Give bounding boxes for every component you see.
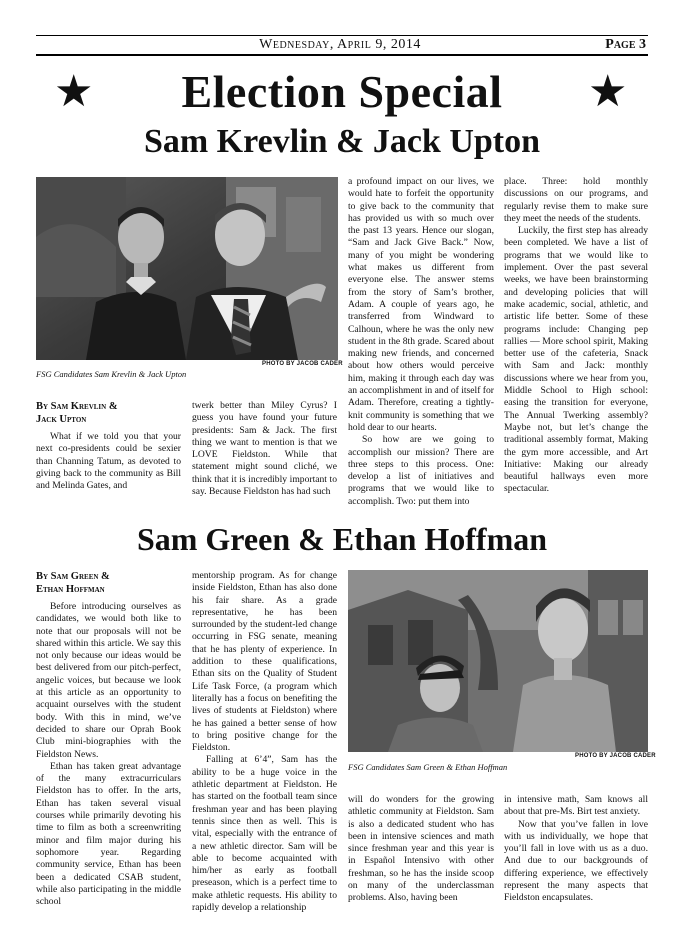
paragraph: Now that you’ve fallen in love with us individually, we hope that you’ll fall in love with us as a duo. And due to our backgrounds of differing experience, we effectively represent the many aspects that Fieldston encapsulates. (504, 818, 648, 904)
star-icon: ★ (588, 67, 628, 116)
article1-column-2 (192, 400, 337, 498)
candidates-photo-krevlin-upton (36, 177, 338, 360)
section-title: Election Special (181, 66, 503, 117)
photo-caption: FSG Candidates Sam Krevlin & Jack Upton (36, 369, 187, 379)
article1-column-4 (504, 176, 648, 496)
paragraph: Luckily, the first step has already been completed. We have a list of programs that we would like to implement. Over the past several weeks, we have been brainstorming and developing policies that will make academic, social, athletic, and artistic life better. Some of these programs include: Changing pep rallies — More school spirit, Making better use of the cafeteria, Snack with Sam and Jack: monthly discussions where we hear from you, Middle School to High school: easing the transition for everyone, The Annual Twerking assembly? Maybe not, but let’s change the traditional assembly format, Making the gym more accessible, and Art Initiative: Making our already beautiful hallways even more spectacular. (504, 225, 648, 495)
paragraph: place. Three: hold monthly discussions on our programs, and regularly revise them to make sure they meet the needs of the students. (504, 176, 648, 224)
page-number: Page 3 (605, 37, 646, 52)
photo-caption: FSG Candidates Sam Green & Ethan Hoffman (348, 762, 508, 772)
article1-headline: Sam Krevlin & Jack Upton (143, 123, 541, 160)
issue-date: Wednesday, April 9, 2014 (259, 37, 421, 52)
paragraph: will do wonders for the growing athletic community at Fieldston. Sam is also a dedicated student who has been in intensive sciences and math since freshman year and this year is in Español Intensivo with other freshman, so he has the inside scoop on many of the underclassman problems. Also, having been (348, 794, 494, 904)
paragraph: mentorship program. As for change inside Fieldston, Ethan has also done his fair share. As a grade representative, he has been surrounded by the student-led change occurring in FSG senate, meaning that he has plenty of experience. In addition to these qualifications, Ethan sits on the Quality of Student Life Task Force, (a program which literally has a focus on benefiting the lives of students at Fieldston) where he has gained a better sense of how to bring positive change for the Fieldston. (192, 570, 337, 754)
candidates-photo-green-hoffman (348, 570, 648, 752)
article2-column-4 (504, 794, 648, 905)
photo-credit: PHOTO BY JACOB CADER (262, 361, 343, 367)
article1-column-1 (36, 400, 181, 492)
star-icon: ★ (54, 67, 94, 116)
paragraph: So how are we going to accomplish our mission? There are three steps to this process. One: develop a list of initiatives and programs that we would like to accomplish. Two: put them into (348, 434, 494, 507)
header-top-rule (36, 35, 648, 36)
photo-credit: PHOTO BY JACOB CADER (575, 753, 656, 759)
header-bottom-rule (36, 54, 648, 56)
article2-column-3 (348, 794, 494, 905)
article1-column-3 (348, 176, 494, 508)
article2-headline: Sam Green & Ethan Hoffman (136, 521, 548, 557)
paragraph: twerk better than Miley Cyrus? I guess you have found your future presidents: Sam & Jack. The first thing we want to mention is that we LOVE Fieldston. While that statement might sound cliché, we think that it is incredibly important to say. Because Fieldston has had such (192, 400, 337, 498)
paragraph: Falling at 6’4”, Sam has the ability to be a huge voice in the athletic department at Fieldston. He has started on the football team since freshman year and has been playing tennis since then as well. This is vital, especially with the entrance of a new athletic director. Sam will be able to become acquainted with him/her as early as football preseason, which is a perfect time to make athletic requests. His ability to rapidly develop a relationship (192, 754, 337, 914)
article2-byline: By Sam Green & Ethan Hoffman (36, 571, 110, 595)
paragraph: Ethan has taken great advantage of the many extracurriculars Fieldston has to offer. In the arts, Ethan has taken several visual courses while primarily devoting his time to film as both a screenwriting minor and film major during his sophomore year. Regarding community service, Ethan has been been a dedicated CSAB student, while also participating in the middle school (36, 760, 181, 908)
article2-column-1 (36, 570, 181, 908)
paragraph: a profound impact on our lives, we would hate to forfeit the opportunity to give back to the community that has provided us with so much over the past 13 years. Hence our slogan, “Sam and Jack Give Back.” Now, many of you might be wondering what makes us different from everyone else. The answer stems from the story of Sam’s brother, Adam. A couple of years ago, he transferred from Windward to Calhoun, where he was the only new student in the 8th grade. Scared about making new friends, and concerned about how others would perceive him, making it through each day was an accomplishment in and of itself for Adam. Therefore, creating a tightly-knit community is something that we hold dear to our hearts. (348, 176, 494, 433)
paragraph: Before introducing ourselves as candidates, we would both like to note that our proposals will not be shared within this article. We say this not only because our ideas would be best delivered from our pitch-perfect, angelic voices, but because we look at this article as an opportunity to acquaint ourselves with the student body. With this in mind, we’ve decided to share our Oprah Book Club mini-biographies with the Fieldston News. (36, 601, 181, 760)
article1-byline: By Sam Krevlin & Jack Upton (36, 401, 118, 425)
paragraph: in intensive math, Sam knows all about that pre-Ms. Birt test anxiety. (504, 794, 648, 818)
article2-column-2 (192, 570, 337, 914)
paragraph: What if we told you that your next co-presidents could be sexier than Channing Tatum, as devoted to giving back to the community as Bill and Melinda Gates, and (36, 431, 181, 492)
